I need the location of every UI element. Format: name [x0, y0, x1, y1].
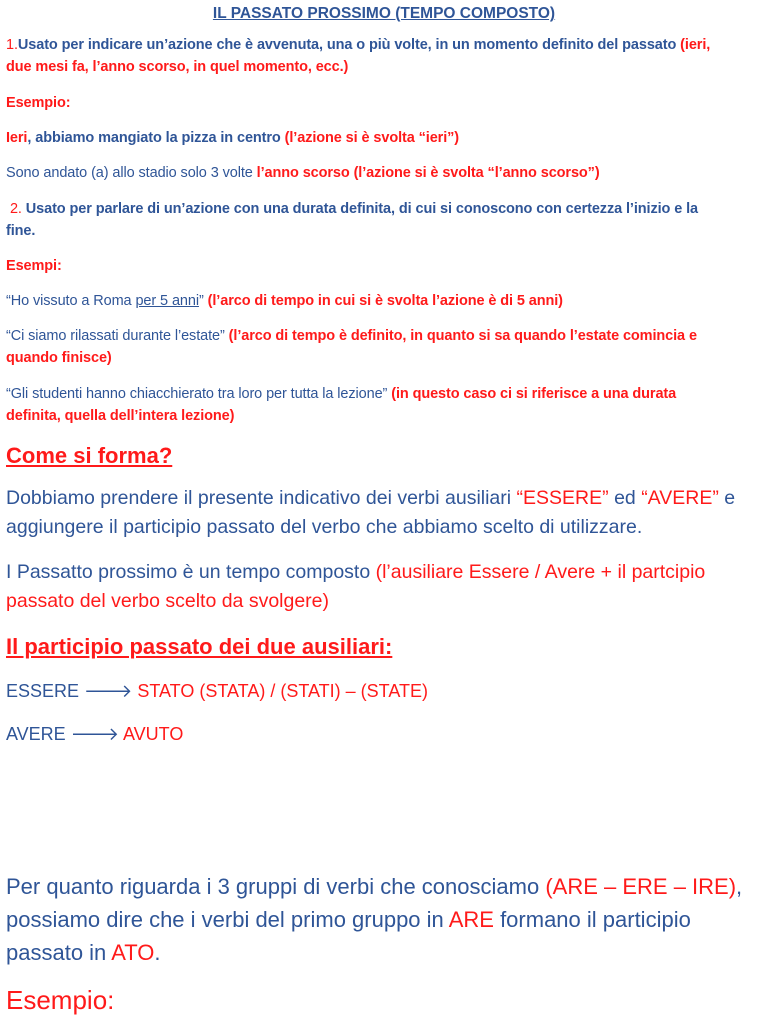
example-5-quote: “Gli studenti hanno chiacchierato tra loro per tutta la lezione” [6, 386, 388, 402]
para-2-note-b: passato del verbo scelto da svolgere) [6, 590, 330, 612]
example-line-2 [6, 165, 762, 181]
usage-2-text-b: fine. [6, 223, 36, 239]
usage-1-number: 1. [6, 37, 18, 53]
para-1-essere: “ESSERE” [516, 487, 609, 509]
para-3-groups: (ARE – ERE – IRE) [545, 874, 737, 899]
para-3-text-d: passato in [6, 940, 107, 965]
aux-essere-line [6, 681, 762, 702]
para-1-text-b: aggiungere il participio passato del verbo che abbiamo scelto di utilizzare. [6, 516, 643, 538]
usage-1-line-1 [6, 37, 762, 53]
example-2-number: 3 [210, 165, 219, 181]
heading-come-si-forma: Come si forma? [6, 443, 173, 468]
para-3-line-1 [6, 874, 762, 900]
aux-essere-result: STATO (STATA) / (STATI) – (STATE) [137, 681, 428, 701]
example-line-1 [6, 130, 762, 146]
example-3-label: Esempio: [6, 985, 115, 1015]
example-line-3 [6, 293, 762, 309]
usage-2-number: 2. [9, 201, 22, 217]
example-5-note-b: definita, quella dell’intera lezione) [6, 408, 235, 424]
arrow-right-icon: 🡒 [84, 681, 133, 701]
example-4-quote: “Ci siamo rilassati durante l’estate” [6, 328, 225, 344]
example-3-open: “Ho vissuto a Roma [6, 293, 132, 309]
aux-essere-verb: ESSERE [6, 681, 80, 701]
example-2-text-b: volte [222, 165, 253, 181]
example-3-underlined: per 5 anni [135, 293, 199, 309]
example-2-note: l’anno scorso (l’azione si è svolta “l’anno scorso”) [256, 165, 600, 181]
para-1-ed: ed [614, 487, 636, 509]
example-3-note: (l’arco di tempo in cui si è svolta l’azione è di 5 anni) [207, 293, 563, 309]
para-2-text-a: I Passatto prossimo è un tempo composto [6, 561, 371, 583]
aux-avere-verb: AVERE [6, 724, 66, 744]
para-3-text-b: possiamo dire che i verbi del primo gruppo in [6, 907, 444, 932]
para-3-line-3 [6, 940, 762, 966]
usage-1-note-a: (ieri, [680, 37, 711, 53]
aux-avere-line [6, 724, 762, 745]
example-line-4 [6, 328, 762, 344]
example-1-label: Esempio: [6, 95, 71, 111]
para-3-are: ARE [448, 907, 494, 932]
heading-participio-ausiliari: Il participio passato dei due ausiliari: [6, 634, 393, 659]
para-3-text-c: formano il participio [500, 907, 691, 932]
example-1-text: , abbiamo mangiato la pizza in centro [27, 130, 281, 146]
para-2-line-1 [6, 561, 762, 584]
para-3-comma: , [736, 874, 743, 899]
usage-1-note-b: due mesi fa, l’anno scorso, in quel momento, ecc.) [6, 59, 349, 75]
usage-2-line-1 [6, 201, 762, 217]
example-1-note: (l’azione si è svolta “ieri”) [284, 130, 460, 146]
para-1-avere: “AVERE” [641, 487, 719, 509]
arrow-right-icon: 🡒 [70, 724, 119, 744]
example-3-close: ” [198, 293, 204, 309]
example-4-note-b: quando finisce) [6, 350, 112, 366]
para-1-line-1 [6, 487, 762, 510]
example-2-label: Esempi: [6, 258, 62, 274]
para-3-line-2 [6, 907, 762, 933]
para-1-text-a: Dobbiamo prendere il presente indicativo dei verbi ausiliari [6, 487, 512, 509]
example-2-text-a: Sono andato (a) allo stadio solo [6, 165, 207, 181]
para-3-ato: ATO [111, 940, 155, 965]
para-3-text-a: Per quanto riguarda i 3 gruppi di verbi che conosciamo [6, 874, 540, 899]
para-3-dot: . [154, 940, 161, 965]
usage-2-text-a: Usato per parlare di un’azione con una durata definita, di cui si conoscono con certezza l’inizio e la [25, 201, 699, 217]
aux-avere-result: AVUTO [123, 724, 184, 744]
para-1-e: e [724, 487, 736, 509]
example-line-5 [6, 386, 762, 402]
para-2-note-a: (l’ausiliare Essere / Avere + il partcipio [375, 561, 706, 583]
example-5-note-a: (in questo caso ci si riferisce a una durata [391, 386, 677, 402]
usage-1-text: Usato per indicare un’azione che è avvenuta, una o più volte, in un momento definito del passato [17, 37, 677, 53]
page-title: IL PASSATO PROSSIMO (TEMPO COMPOSTO) [212, 5, 556, 22]
example-1-word: Ieri [6, 130, 28, 146]
example-4-note-a: (l’arco di tempo è definito, in quanto si sa quando l’estate comincia e [228, 328, 697, 344]
